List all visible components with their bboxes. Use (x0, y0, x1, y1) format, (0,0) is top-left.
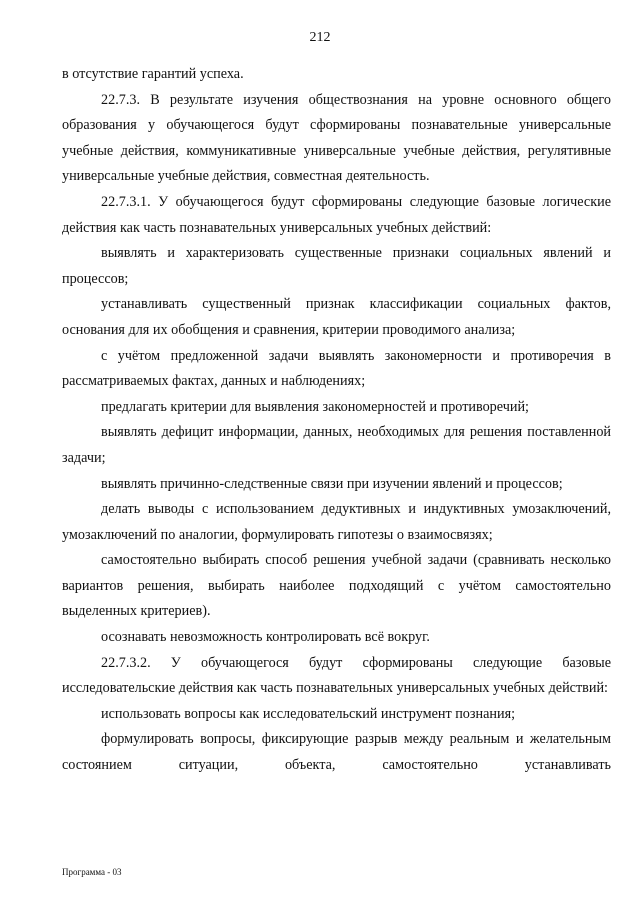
paragraph: в отсутствие гарантий успеха. (62, 66, 244, 82)
paragraph: выявлять причинно-следственные связи при изучении явлений и процессов; (101, 475, 563, 492)
paragraph: выявлять дефицит информации, данных, необходимых для решения поставленной задачи; (62, 424, 611, 466)
paragraph: использовать вопросы как исследовательский инструмент познания; (101, 705, 516, 722)
paragraph: предлагать критерии для выявления закономерностей и противоречий; (101, 398, 529, 415)
paragraph: осознавать невозможность контролировать всё вокруг. (101, 629, 430, 646)
paragraph: формулировать вопросы, фиксирующие разрыв между реальным и желательным состоянием ситуации, объекта, самостоятельно устанавливать (62, 731, 611, 774)
paragraph: 22.7.3.1. У обучающегося будут сформированы следующие базовые логические действия как часть познавательных универсальных учебных действий: (62, 193, 611, 236)
document-body (62, 62, 611, 779)
paragraph: с учётом предложенной задачи выявлять закономерности и противоречия в рассматриваемых фактах, данных и наблюдениях; (62, 347, 611, 390)
paragraph: устанавливать существенный признак классификации социальных фактов, основания для их обобщения и сравнения, критерии проводимого анализа; (62, 296, 611, 338)
paragraph: 22.7.3.2. У обучающегося будут сформированы следующие базовые исследовательские действия как часть познавательных универсальных учебных действий: (62, 654, 611, 697)
paragraph: 22.7.3. В результате изучения обществознания на уровне основного общего образования у обучающегося будут сформированы познавательные универсальные учебные действия, коммуникативные универсальные учебные действия, регулятивные универсальные учебные действия, совместная деятельность. (62, 91, 611, 185)
page-number: 212 (309, 30, 331, 45)
paragraph: выявлять и характеризовать существенные признаки социальных явлений и процессов; (62, 245, 611, 287)
paragraph: самостоятельно выбирать способ решения учебной задачи (сравнивать несколько вариантов решения, выбирать наиболее подходящий с учётом самостоятельно выделенных критериев). (62, 552, 611, 620)
footer-label: Программа - 03 (62, 867, 122, 877)
paragraph: делать выводы с использованием дедуктивных и индуктивных умозаключений, умозаключений по аналогии, формулировать гипотезы о взаимосвязях; (62, 501, 611, 543)
